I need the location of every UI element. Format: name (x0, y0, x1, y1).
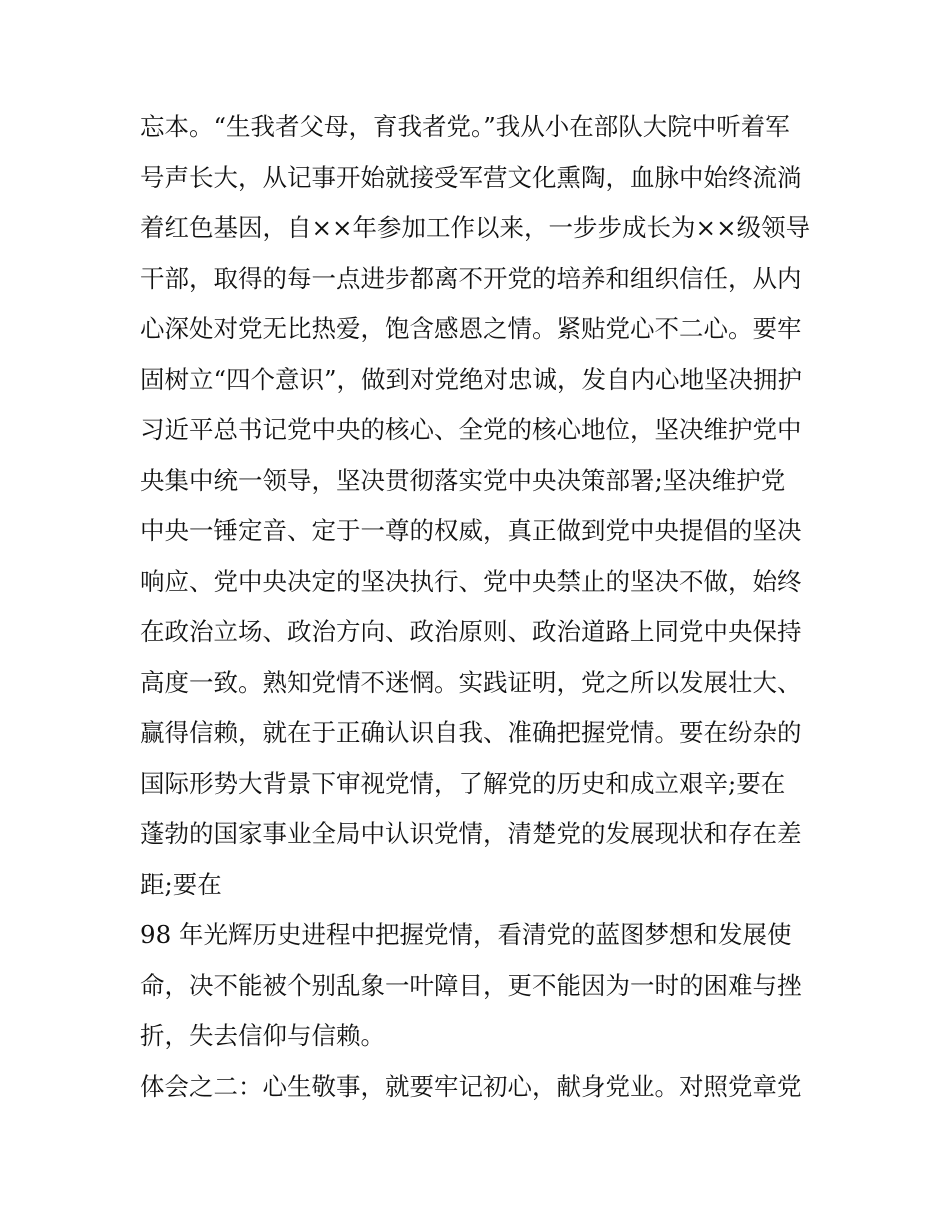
text-line: 体会之二：心生敬事，就要牢记初心，献身党业。对照党章党 (140, 1071, 802, 1101)
text-line: 赢得信赖，就在于正确认识自我、准确把握党情。要在纷杂的 (140, 718, 802, 747)
text-line: 号声长大，从记事开始就接受军营文化熏陶，血脉中始终流淌 (140, 162, 802, 192)
text-line: 心深处对党无比热爱，饱含感恩之情。紧贴党心不二心。要牢 (140, 314, 802, 343)
text-line: 距;要在 (140, 869, 222, 899)
text-line: 干部，取得的每一点进步都离不开党的培养和组织信任，从内 (140, 263, 802, 293)
text-line: 响应、党中央决定的坚决执行、党中央禁止的坚决不做，始终 (140, 566, 802, 596)
text-line: 习近平总书记党中央的核心、全党的核心地位，坚决维护党中 (140, 415, 802, 444)
body-text (140, 102, 830, 1112)
text-line: 蓬勃的国家事业全局中认识党情，清楚党的发展现状和存在差 (140, 819, 802, 848)
text-line: 忘本。“生我者父母，育我者党。”我从小在部队大院中听着军 (140, 112, 790, 141)
text-line: 着红色基因，自××年参加工作以来，一步步成长为××级领导 (140, 213, 811, 242)
text-line: 国际形势大背景下审视党情，了解党的历史和成立艰辛;要在 (140, 768, 786, 798)
text-line: 在政治立场、政治方向、政治原则、政治道路上同党中央保持 (140, 617, 802, 646)
text-line: 固树立“四个意识”，做到对党绝对忠诚，发自内心地坚决拥护 (140, 364, 803, 394)
text-line: 折，失去信仰与信赖。 (140, 1021, 385, 1050)
text-line: 命，决不能被个别乱象一叶障目，更不能因为一时的困难与挫 (140, 970, 802, 1000)
text-line: 中央一锤定音、定于一尊的权威，真正做到党中央提倡的坚决 (140, 516, 802, 545)
text-line: 高度一致。熟知党情不迷惘。实践证明，党之所以发展壮大、 (140, 667, 802, 697)
text-line: 98 年光辉历史进程中把握党情，看清党的蓝图梦想和发展使 (140, 920, 792, 949)
text-line: 央集中统一领导，坚决贯彻落实党中央决策部署;坚决维护党 (140, 465, 786, 495)
